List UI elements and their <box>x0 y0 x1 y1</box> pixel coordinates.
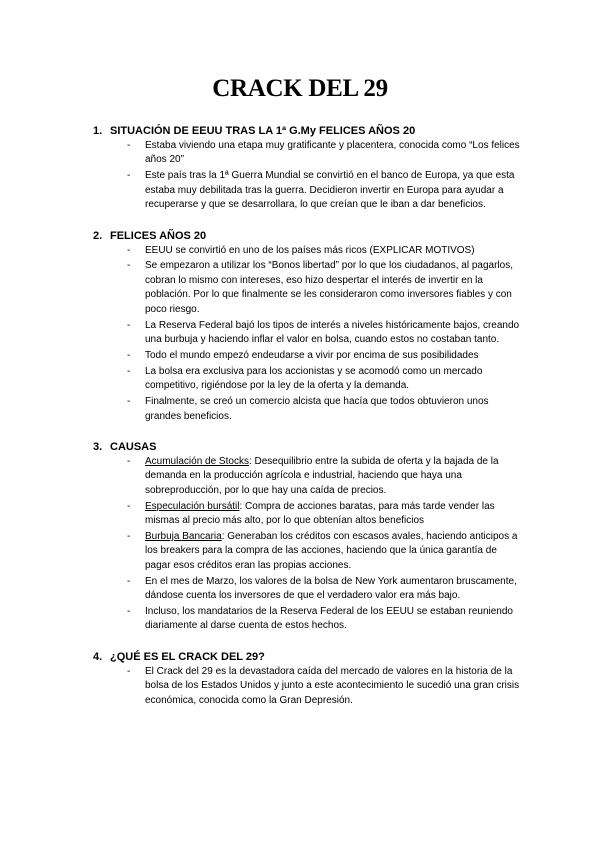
list-item-text: En el mes de Marzo, los valores de la bolsa de New York aumentaron bruscamente, dándose cuenta los inversores de que el verdadero valor era más bajo. <box>145 575 517 602</box>
bullet-dash: - <box>127 575 131 587</box>
bullet-dash: - <box>127 260 131 272</box>
section-1 <box>0 124 600 213</box>
section-number: 1. <box>93 125 103 137</box>
bullet-dash: - <box>127 396 131 408</box>
bullet-list <box>0 244 600 424</box>
bullet-dash: - <box>127 500 131 512</box>
list-item <box>0 455 600 498</box>
section-heading-text: CAUSAS <box>110 440 157 453</box>
section-heading <box>0 124 600 138</box>
bullet-dash: - <box>127 319 131 331</box>
cause-term: Acumulación de Stocks <box>145 455 249 467</box>
bullet-dash: - <box>127 605 131 617</box>
list-item <box>0 665 600 708</box>
bullet-list <box>0 139 600 213</box>
list-item <box>0 139 600 168</box>
list-item-text: Incluso, los mandatarios de la Reserva Federal de los EEUU se estaban reuniendo diariamente al darse cuenta de estos hechos. <box>145 605 513 632</box>
bullet-dash: - <box>127 455 131 467</box>
list-item <box>0 575 600 604</box>
bullet-dash: - <box>127 530 131 542</box>
list-item-text: Todo el mundo empezó endeudarse a vivir por encima de sus posibilidades <box>145 349 479 361</box>
list-item-text: Se empezaron a utilizar los “Bonos libertad” por lo que los ciudadanos, al pagarlos, cobran lo mismo con intereses, eso hizo despertar el interés de invertir en la población. Por lo que finalmente se les consideraron como inversores fiables y con poco riesgo. <box>145 260 513 315</box>
bullet-dash: - <box>127 665 131 677</box>
section-3 <box>0 440 600 634</box>
section-number: 2. <box>93 229 103 242</box>
list-item-text: Estaba viviendo una etapa muy gratificante y placentera, conocida como “Los felices años 20” <box>145 140 520 166</box>
section-heading <box>0 440 600 454</box>
list-item <box>0 500 600 529</box>
bullet-dash: - <box>127 140 131 151</box>
section-heading <box>0 229 600 243</box>
cause-term: Burbuja Bancaria <box>145 530 222 542</box>
list-item-text: Este país tras la 1ª Guerra Mundial se convirtió en el banco de Europa, ya que esta estaba muy debilitada tras la guerra. Decidieron invertir en Europa para ayudar a recuperarse y que se desarrollara, lo que creían que le iban a dar beneficios. <box>145 170 515 211</box>
page-title: CRACK DEL 29 <box>212 75 388 102</box>
list-item <box>0 605 600 634</box>
bullet-list <box>0 455 600 634</box>
list-item <box>0 530 600 573</box>
list-item-text: EEUU se convirtió en uno de los países más ricos (EXPLICAR MOTIVOS) <box>145 244 475 256</box>
list-item-text: Finalmente, se creó un comercio alcista que hacía que todos obtuvieron unos grandes beneficios. <box>145 396 489 422</box>
bullet-dash: - <box>127 170 131 182</box>
list-item <box>0 259 600 317</box>
list-item-text: La Reserva Federal bajó los tipos de interés a niveles históricamente bajos, creando una burbuja y haciendo inflar el valor en bolsa, cuando estos no costaban tanto. <box>145 319 520 345</box>
section-heading-text: SITUACIÓN DE EEUU TRAS LA 1ª G.My FELICES AÑOS 20 <box>110 125 416 137</box>
bullet-dash: - <box>127 349 131 361</box>
list-item <box>0 349 600 363</box>
list-item <box>0 365 600 394</box>
list-item <box>0 319 600 348</box>
list-item-text: : Compra de acciones baratas, para más tarde vender las mismas al precio más alto, por lo que obtenían altos beneficios <box>145 500 495 527</box>
section-2 <box>0 229 600 424</box>
list-item <box>0 169 600 212</box>
section-heading <box>0 650 600 664</box>
list-item <box>0 395 600 424</box>
cause-term: Especulación bursátil <box>145 500 240 512</box>
section-number: 3. <box>93 440 103 453</box>
list-item <box>0 244 600 258</box>
section-number: 4. <box>93 650 103 663</box>
list-item-text: : Generaban los créditos con escasos avales, haciendo anticipos a los breakers para la compra de las acciones, haciendo que la única garantía de pagar esos créditos eran las propias acciones. <box>145 530 518 571</box>
section-heading-text: ¿QUÉ ES EL CRACK DEL 29? <box>110 650 265 663</box>
bullet-dash: - <box>127 244 131 256</box>
section-4 <box>0 650 600 708</box>
bullet-dash: - <box>127 365 131 377</box>
list-item-text: : Desequilibrio entre la subida de oferta y la bajada de la demanda en la producción agrícola e industrial, haciendo que haya una sobreproducción, por lo que hay una caída de precios. <box>145 455 499 496</box>
list-item-text: El Crack del 29 es la devastadora caída del mercado de valores en la historia de la bolsa de los Estados Unidos y junto a este acontecimiento le sucedió una gran crisis económica, conocida como la Gran Depresión. <box>145 665 520 706</box>
bullet-list <box>0 665 600 708</box>
document-body <box>0 124 600 724</box>
list-item-text: La bolsa era exclusiva para los accionistas y se acomodó como un mercado competitivo, rigiéndose por la ley de la oferta y la demanda. <box>145 365 483 392</box>
section-heading-text: FELICES AÑOS 20 <box>110 229 207 242</box>
